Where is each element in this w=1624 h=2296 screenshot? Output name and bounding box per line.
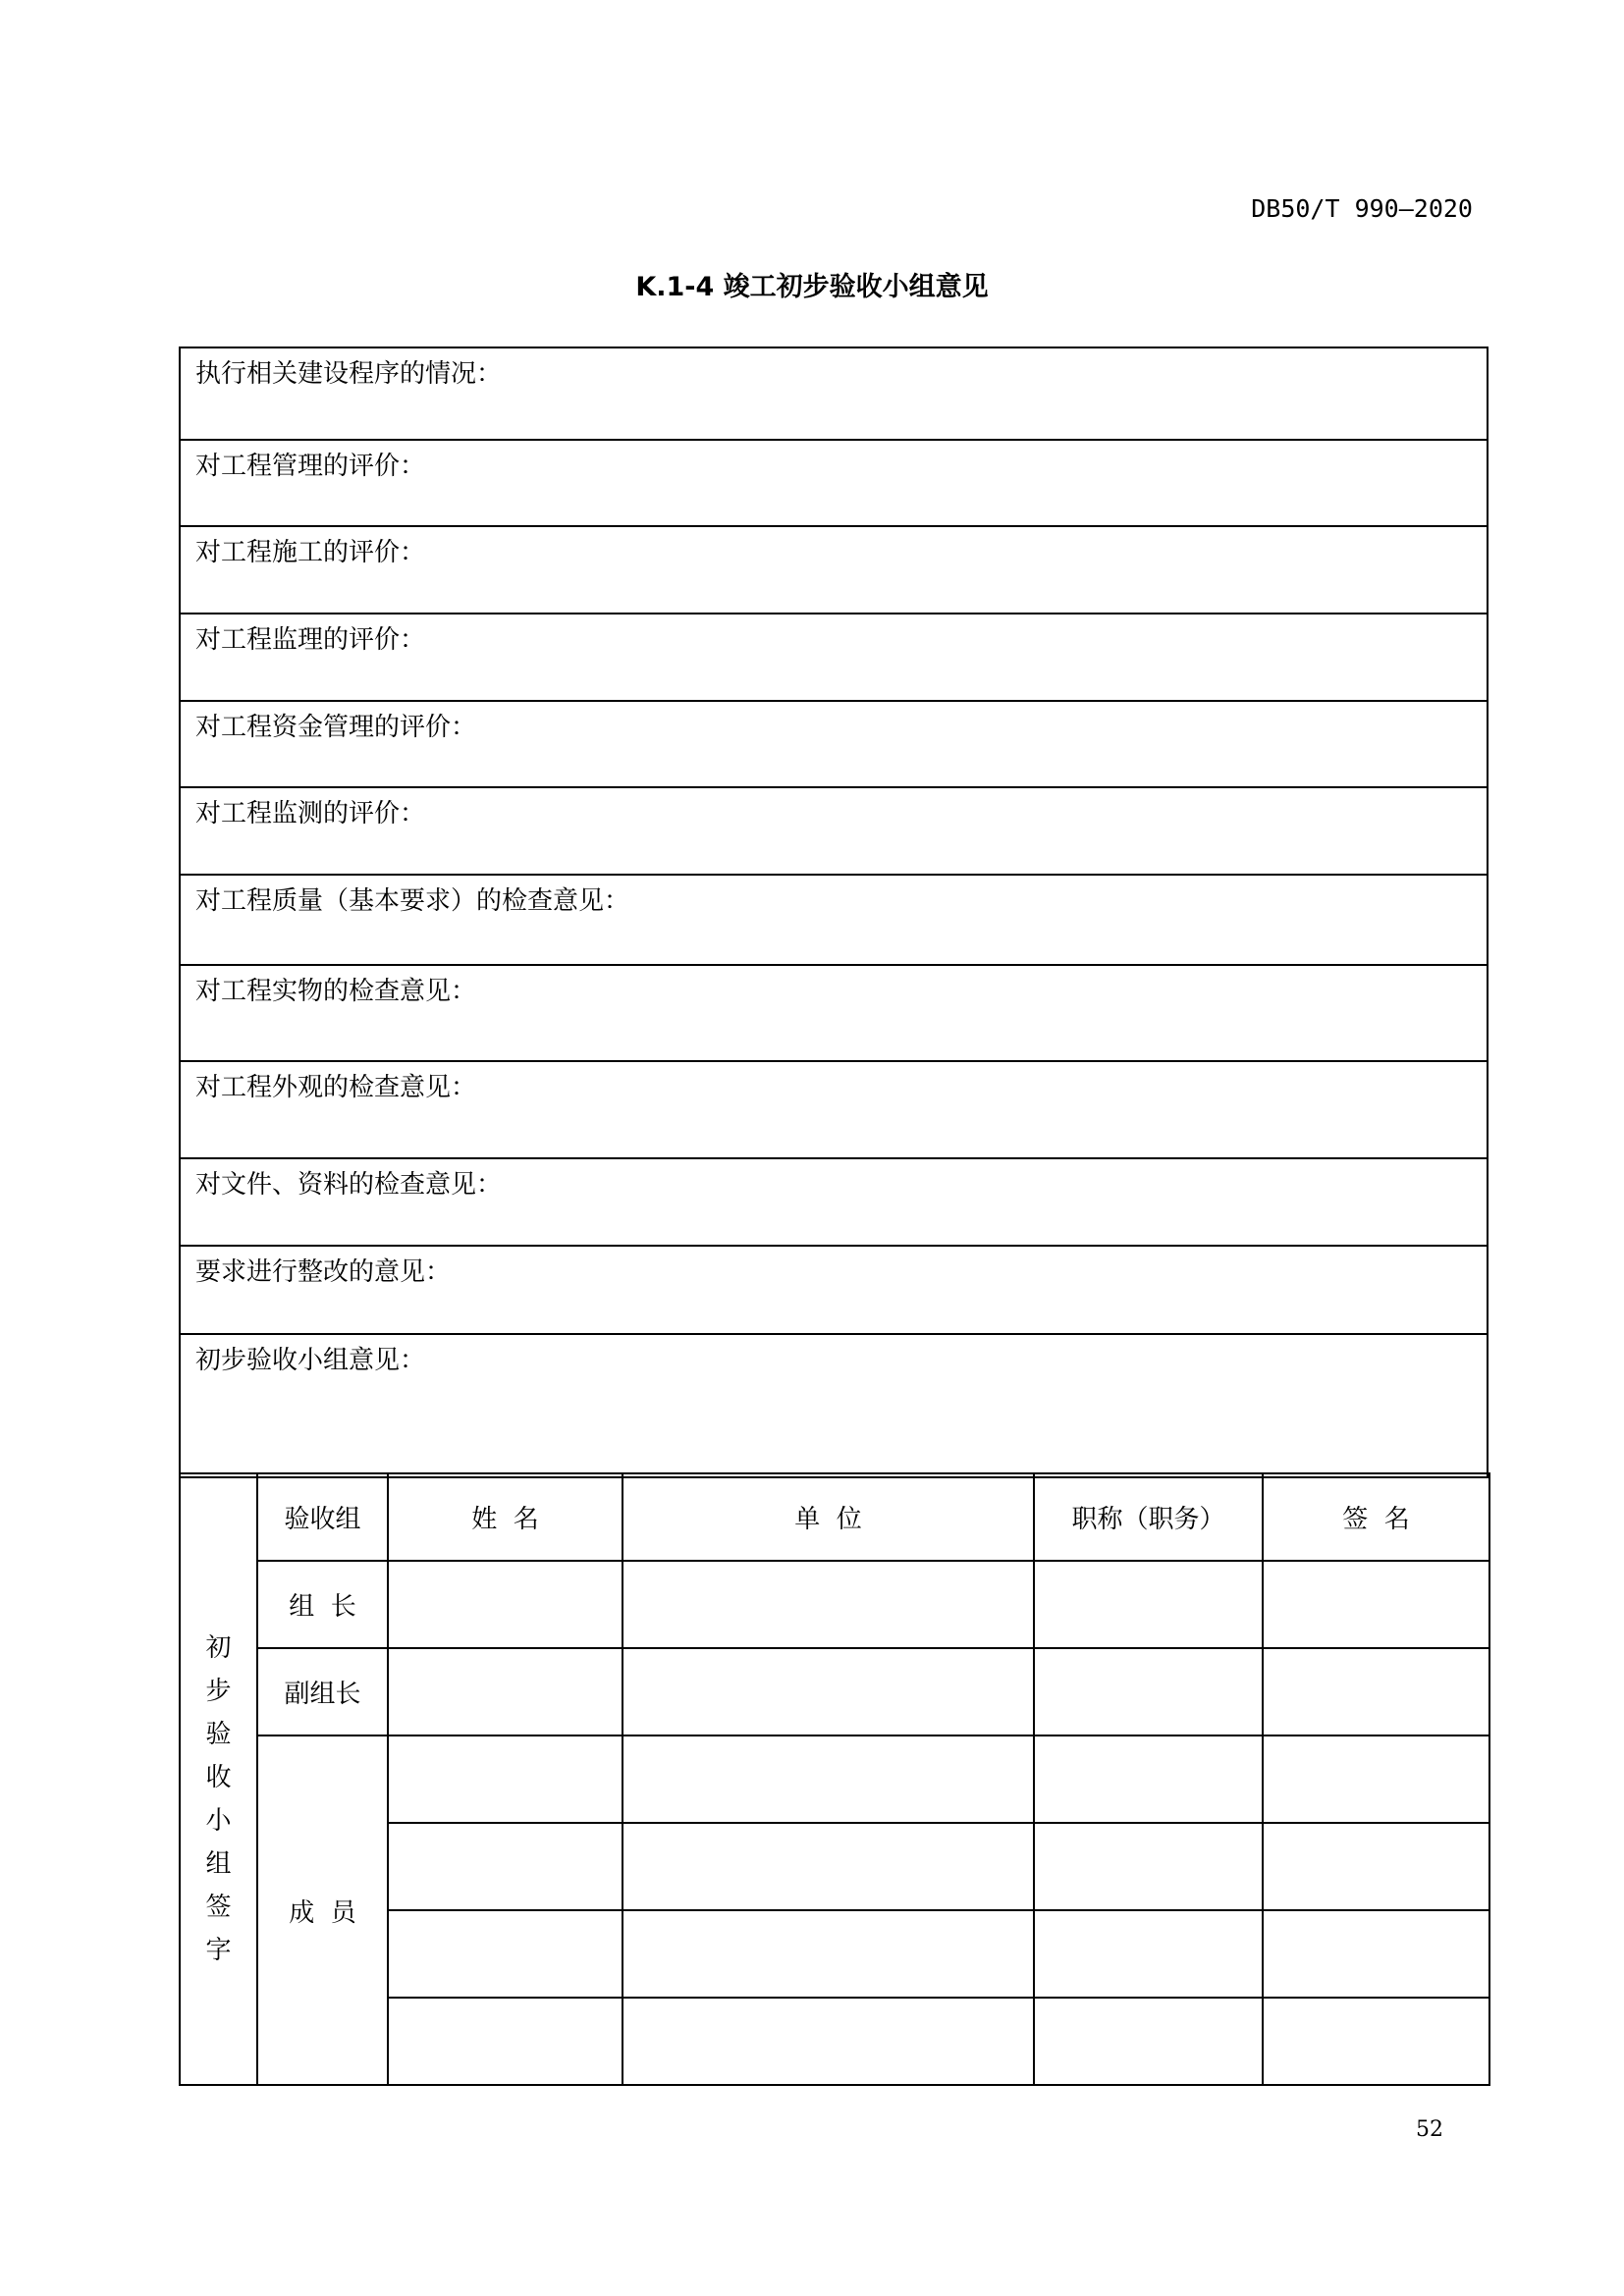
role-deputy: 副组长 [257,1648,388,1735]
member-name-cell[interactable] [388,1910,623,1998]
opinion-cell-supervision: 对工程监理的评价： [180,614,1488,701]
deputy-title-cell[interactable] [1034,1648,1263,1735]
opinion-cell-funds: 对工程资金管理的评价： [180,701,1488,787]
opinion-cell-construction: 对工程施工的评价： [180,526,1488,614]
member-name-cell[interactable] [388,1823,623,1910]
member-name-cell[interactable] [388,1735,623,1823]
opinion-table [179,347,1489,1478]
opinion-cell-rectification: 要求进行整改的意见： [180,1246,1488,1334]
document-code: DB50/T 990—2020 [1251,194,1473,223]
member-signature-cell[interactable] [1263,1998,1489,2085]
opinion-cell-monitoring: 对工程监测的评价： [180,787,1488,875]
member-title-cell[interactable] [1034,1998,1263,2085]
signature-side-label: 初 步 验 收 小 组 签 字 [180,1473,257,2085]
member-signature-cell[interactable] [1263,1823,1489,1910]
signature-table [179,1472,1490,2086]
leader-signature-cell[interactable] [1263,1561,1489,1648]
member-signature-cell[interactable] [1263,1910,1489,1998]
deputy-signature-cell[interactable] [1263,1648,1489,1735]
header-signature: 签 名 [1263,1473,1489,1561]
opinion-cell-documents: 对文件、资料的检查意见： [180,1158,1488,1246]
header-name: 姓 名 [388,1473,623,1561]
member-title-cell[interactable] [1034,1910,1263,1998]
opinion-cell-physical: 对工程实物的检查意见： [180,965,1488,1061]
role-members: 成 员 [257,1735,388,2085]
opinion-cell-quality: 对工程质量（基本要求）的检查意见： [180,875,1488,965]
deputy-unit-cell[interactable] [623,1648,1034,1735]
leader-title-cell[interactable] [1034,1561,1263,1648]
member-unit-cell[interactable] [623,1823,1034,1910]
opinion-cell-management: 对工程管理的评价： [180,440,1488,526]
member-name-cell[interactable] [388,1998,623,2085]
leader-name-cell[interactable] [388,1561,623,1648]
role-leader: 组 长 [257,1561,388,1648]
leader-unit-cell[interactable] [623,1561,1034,1648]
opinion-cell-group-opinion: 初步验收小组意见： [180,1334,1488,1477]
header-unit: 单 位 [623,1473,1034,1561]
member-unit-cell[interactable] [623,1998,1034,2085]
opinion-cell-procedure: 执行相关建设程序的情况： [180,347,1488,440]
member-signature-cell[interactable] [1263,1735,1489,1823]
member-title-cell[interactable] [1034,1735,1263,1823]
opinion-cell-appearance: 对工程外观的检查意见： [180,1061,1488,1158]
header-title: 职称（职务） [1034,1473,1263,1561]
page-title: K.1-4 竣工初步验收小组意见 [635,272,989,302]
deputy-name-cell[interactable] [388,1648,623,1735]
member-title-cell[interactable] [1034,1823,1263,1910]
header-group: 验收组 [257,1473,388,1561]
member-unit-cell[interactable] [623,1910,1034,1998]
member-unit-cell[interactable] [623,1735,1034,1823]
page-number: 52 [1416,2117,1443,2142]
